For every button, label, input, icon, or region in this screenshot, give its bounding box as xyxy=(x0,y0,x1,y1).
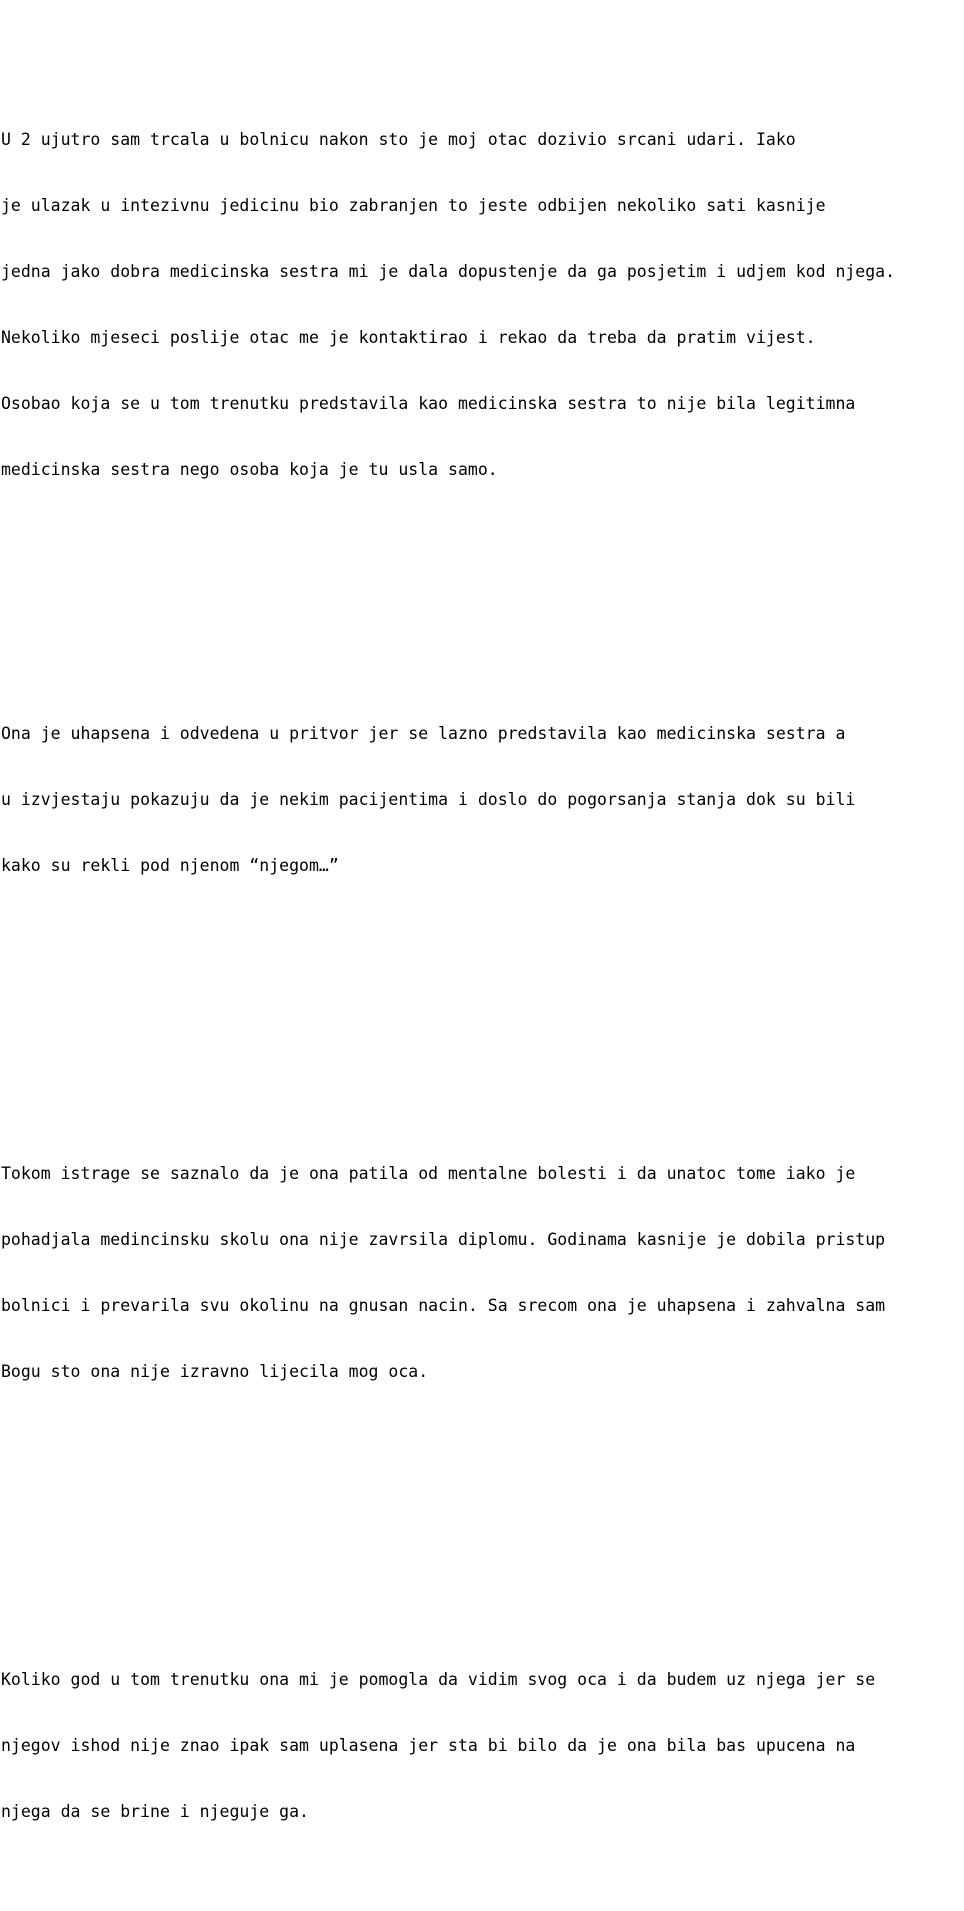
text-line: Ona je uhapsena i odvedena u pritvor jer se lazno predstavila kao medicinska sestra a xyxy=(1,724,846,743)
paragraph-2 xyxy=(1,679,961,921)
paragraph-3 xyxy=(1,1119,961,1427)
text-line: jedna jako dobra medicinska sestra mi je dala dopustenje da ga posjetim i udjem kod njega. xyxy=(1,262,896,281)
paragraph-1 xyxy=(1,85,961,525)
text-line: Tokom istrage se saznalo da je ona patila od mentalne bolesti i da unatoc tome iako je xyxy=(1,1164,856,1183)
text-line: u izvjestaju pokazuju da je nekim pacijentima i doslo do pogorsanja stanja dok su bili xyxy=(1,790,856,809)
text-line: njegov ishod nije znao ipak sam uplasena jer sta bi bilo da je ona bila bas upucena na xyxy=(1,1736,856,1755)
blank-lines xyxy=(1,987,961,1053)
text-line: njega da se brine i njeguje ga. xyxy=(1,1802,309,1821)
text-line: pohadjala medincinsku skolu ona nije zavrsila diplomu. Godinama kasnije je dobila pristup xyxy=(1,1230,886,1249)
text-line: Bogu sto ona nije izravno lijecila mog oca. xyxy=(1,1362,429,1381)
text-line: je ulazak u intezivnu jedicinu bio zabranjen to jeste odbijen nekoliko sati kasnije xyxy=(1,196,826,215)
text-line: kako su rekli pod njenom “njegom…” xyxy=(1,856,339,875)
text-line: medicinska sestra nego osoba koja je tu usla samo. xyxy=(1,460,498,479)
text-line: bolnici i prevarila svu okolinu na gnusan nacin. Sa srecom ona je uhapsena i zahvalna sam xyxy=(1,1296,886,1315)
text-line: U 2 ujutro sam trcala u bolnicu nakon sto je moj otac dozivio srcani udari. Iako xyxy=(1,130,796,149)
blank-line xyxy=(1,591,961,613)
text-line: Nekoliko mjeseci poslije otac me je kontaktirao i rekao da treba da pratim vijest. xyxy=(1,328,816,347)
blank-lines xyxy=(1,1493,961,1559)
document-body xyxy=(1,19,961,1911)
text-line: Osobao koja se u tom trenutku predstavila kao medicinska sestra to nije bila legitimna xyxy=(1,394,856,413)
paragraph-4 xyxy=(1,1625,961,1867)
text-line: Koliko god u tom trenutku ona mi je pomogla da vidim svog oca i da budem uz njega jer se xyxy=(1,1670,876,1689)
